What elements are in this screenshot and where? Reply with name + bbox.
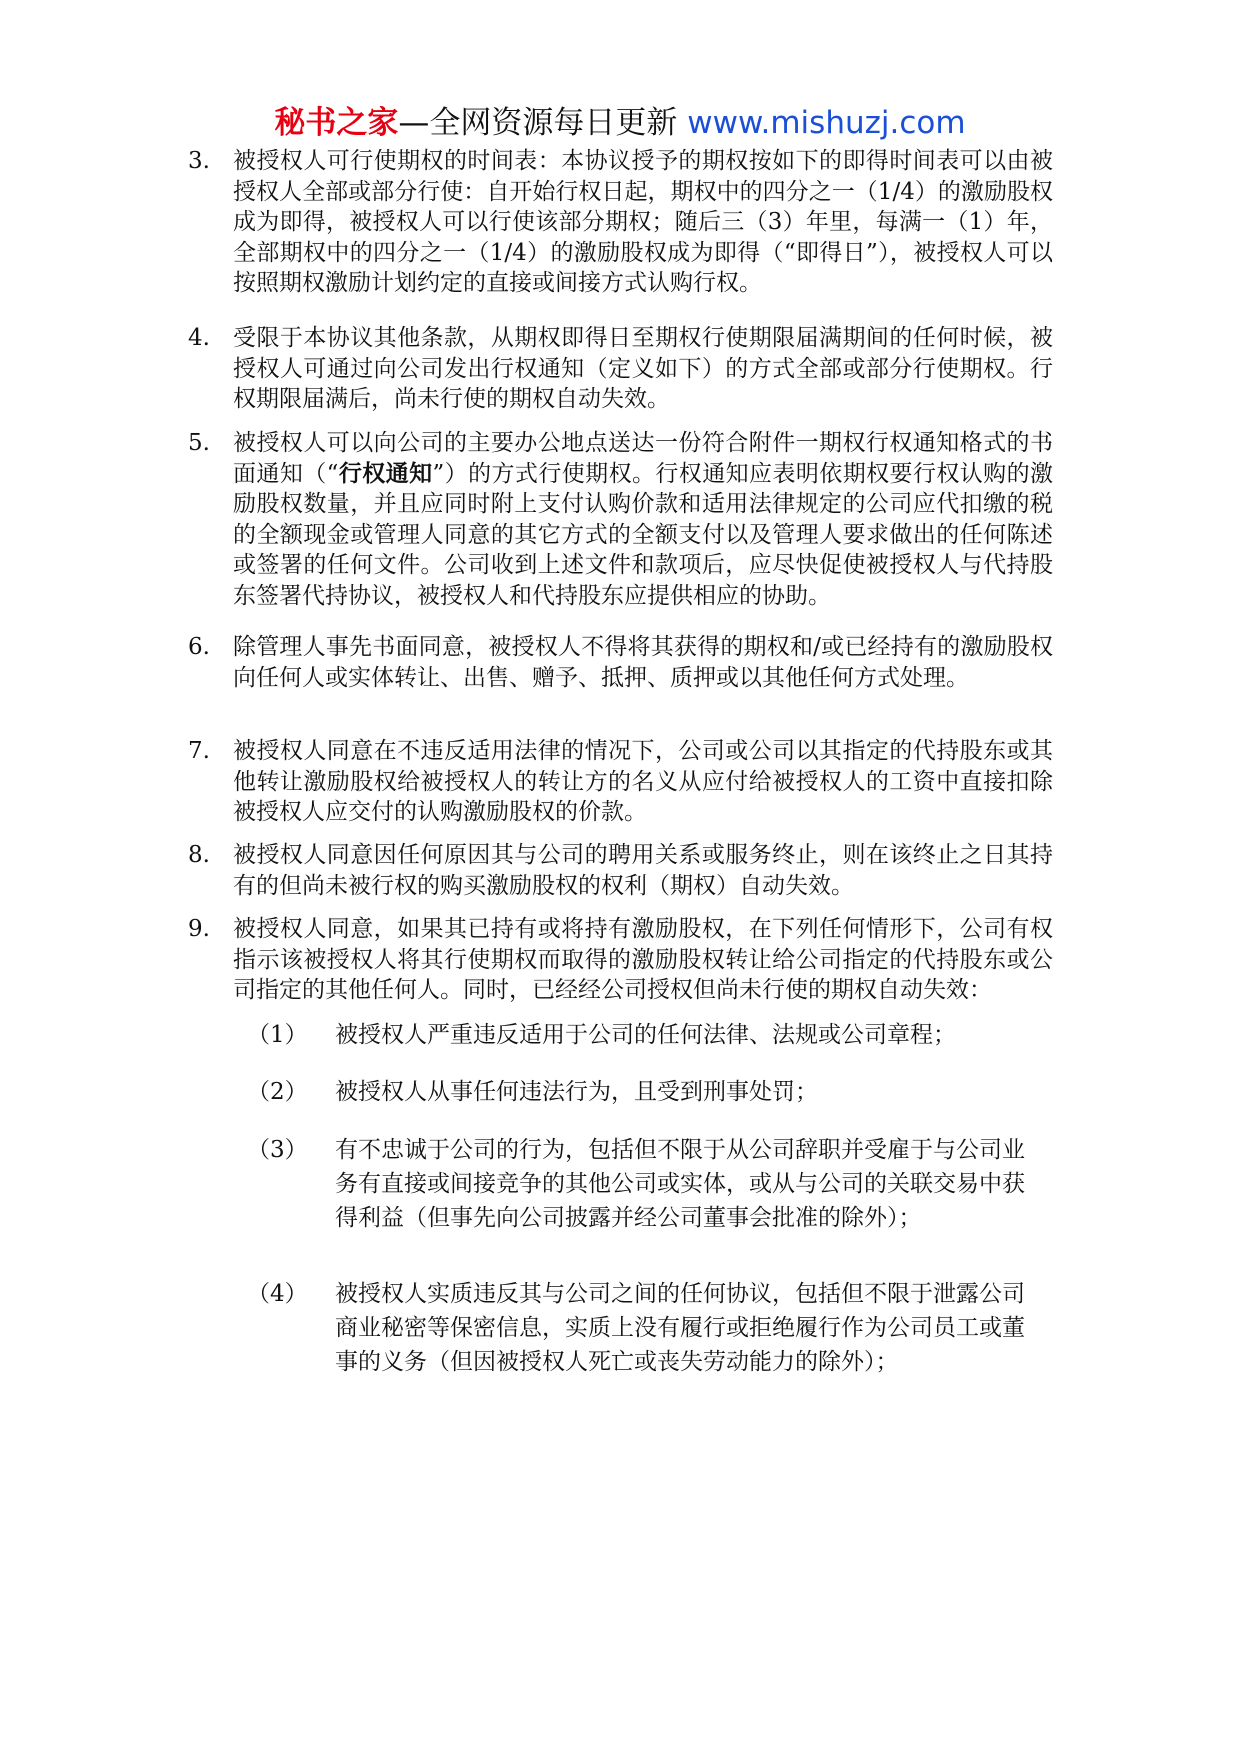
clause-number: 4. — [188, 325, 210, 351]
subclause-text: 被授权人严重违反适用于公司的任何法律、法规或公司章程； — [335, 1022, 956, 1048]
subclause-text: 有不忠诚于公司的行为，包括但不限于从公司辞职并受雇于与公司业务有直接或间接竞争的其他公司或实体，或从与公司的关联交易中获得利益（但事先向公司披露并经公司董事会批准的除外）； — [335, 1137, 1025, 1231]
site-header — [0, 100, 1240, 146]
clause-text: 被授权人同意，如果其已持有或将持有激励股权，在下列任何情形下，公司有权指示该被授权人将其行使期权而取得的激励股权转让给公司指定的代持股东或公司指定的其他任何人。同时，已经经公司授权但尚未行使的期权自动失效： — [233, 916, 1053, 1003]
clause-number: 7. — [188, 738, 210, 764]
site-tagline: —全网资源每日更新 — [398, 105, 678, 141]
clause-number: 9. — [188, 916, 210, 942]
subclause-number: （4） — [247, 1281, 308, 1307]
clause-number: 6. — [188, 634, 210, 660]
site-brand: 秘书之家 — [274, 105, 399, 141]
clause-text: 除管理人事先书面同意，被授权人不得将其获得的期权和/或已经持有的激励股权向任何人或实体转让、出售、赠予、抵押、质押或以其他任何方式处理。 — [233, 634, 1053, 691]
clause-number: 5. — [188, 430, 210, 456]
subclause-number: （1） — [247, 1022, 308, 1048]
clause-number: 8. — [188, 842, 210, 868]
clause-text: 被授权人同意在不违反适用法律的情况下，公司或公司以其指定的代持股东或其他转让激励股权给被授权人的转让方的名义从应付给被授权人的工资中直接扣除被授权人应交付的认购激励股权的价款。 — [233, 738, 1053, 825]
clause-text — [233, 428, 1053, 611]
subclause-number: （2） — [247, 1079, 308, 1105]
subclause-text: 被授权人实质违反其与公司之间的任何协议，包括但不限于泄露公司商业秘密等保密信息，实质上没有履行或拒绝履行作为公司员工或董事的义务（但因被授权人死亡或丧失劳动能力的除外）； — [335, 1281, 1025, 1375]
clause-text: 被授权人同意因任何原因其与公司的聘用关系或服务终止，则在该终止之日其持有的但尚未被行权的购买激励股权的权利（期权）自动失效。 — [233, 842, 1053, 899]
clause-text-part: 被授权人可以向公司的主要办公地点送达一份符合附件一期权行权通知格式的书面通知（“ — [233, 430, 1053, 487]
subclause-number: （3） — [247, 1137, 308, 1163]
clause-text: 被授权人可行使期权的时间表：本协议授予的期权按如下的即得时间表可以由被授权人全部或部分行使：自开始行权日起，期权中的四分之一（1/4）的激励股权成为即得，被授权人可以行使该部分期权；随后三（3）年里，每满一（1）年，全部期权中的四分之一（1/4）的激励股权成为即得（“即得日”），被授权人可以按照期权激励计划约定的直接或间接方式认购行权。 — [233, 148, 1053, 296]
clause-number: 3. — [188, 148, 210, 174]
subclause-text: 被授权人从事任何违法行为，且受到刑事处罚； — [335, 1079, 818, 1105]
clause-text-part: ”）的方式行使期权。行权通知应表明依期权要行权认购的激励股权数量，并且应同时附上支付认购价款和适用法律规定的公司应代扣缴的税的全额现金或管理人同意的其它方式的全额支付以及管理人要求做出的任何陈述或签署的任何文件。公司收到上述文件和款项后，应尽快促使被授权人与代持股东签署代持协议，被授权人和代持股东应提供相应的协助。 — [233, 460, 1054, 609]
clause-text: 受限于本协议其他条款，从期权即得日至期权行使期限届满期间的任何时候，被授权人可通过向公司发出行权通知（定义如下）的方式全部或部分行使期权。行权期限届满后，尚未行使的期权自动失效。 — [233, 325, 1053, 412]
defined-term: 行权通知 — [338, 459, 433, 487]
site-url-link[interactable]: www.mishuzj.com — [687, 105, 966, 141]
